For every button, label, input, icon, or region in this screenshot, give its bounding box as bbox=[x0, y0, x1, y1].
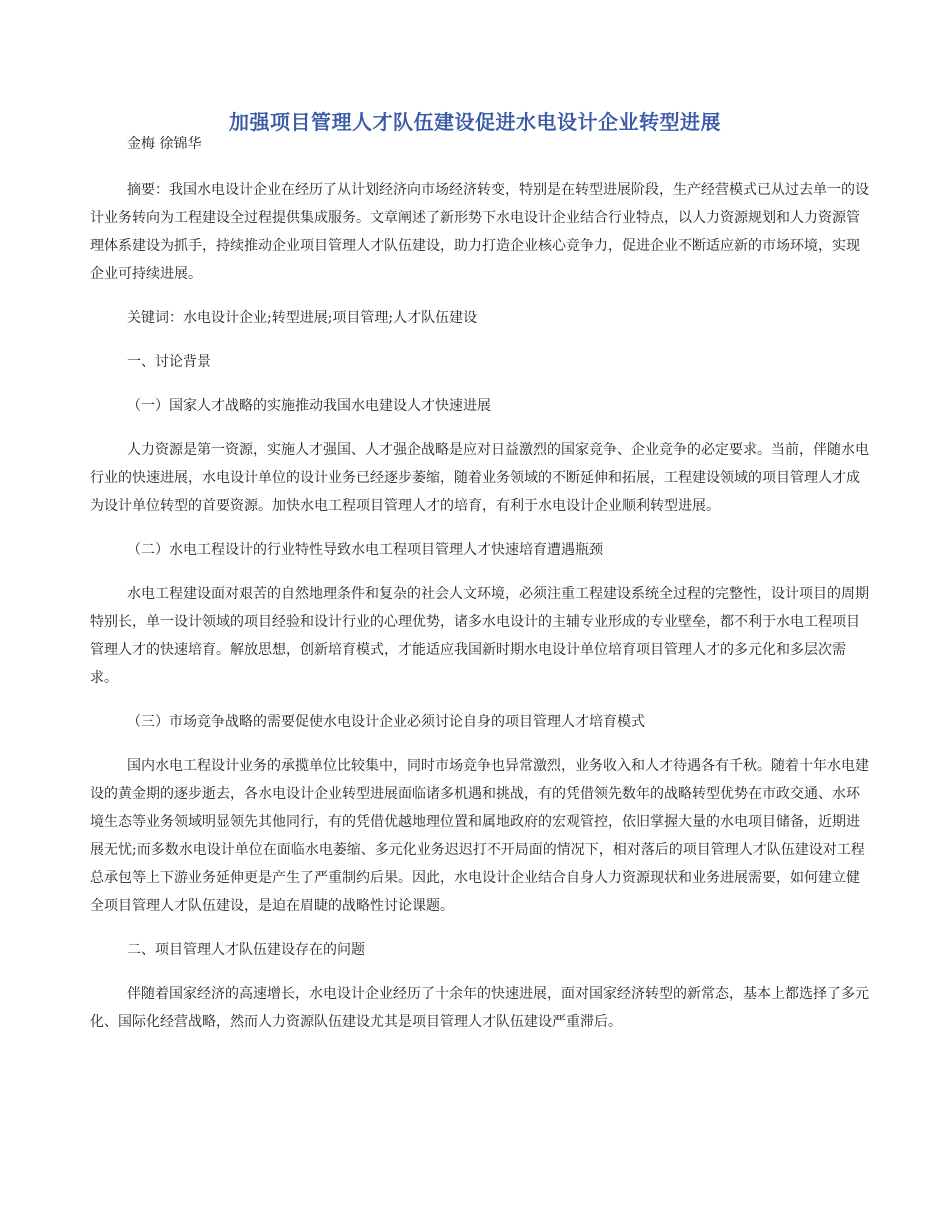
document-authors: 金梅 徐锦华 bbox=[127, 136, 202, 152]
section-heading-1: 一、讨论背景 bbox=[127, 354, 211, 370]
document-body bbox=[90, 176, 870, 1036]
subsection-paragraph-2: 水电工程建设面对艰苦的自然地理条件和复杂的社会人文环境，必须注重工程建设系统全过程的完整性，设计项目的周期特别长，单一设计领域的项目经验和设计行业的心理优势，诸多水电设计的主辅专业形成的专业壁垒，都不利于水电工程项目管理人才的快速培育。解放思想，创新培育模式，才能适应我国新时期水电设计单位培育项目管理人才的多元化和多层次需求。 bbox=[90, 586, 869, 686]
document-title: 加强项目管理人才队伍建设促进水电设计企业转型进展 bbox=[229, 110, 721, 134]
section-heading-2: 二、项目管理人才队伍建设存在的问题 bbox=[127, 942, 365, 958]
keywords-paragraph: 关键词：水电设计企业;转型进展;项目管理;人才队伍建设 bbox=[127, 310, 478, 326]
subsection-paragraph-3: 国内水电工程设计业务的承揽单位比较集中，同时市场竞争也异常激烈，业务收入和人才待遇各有千秋。随着十年水电建设的黄金期的逐步逝去，各水电设计企业转型进展面临诸多机遇和挑战，有的凭借领先数年的战略转型优势在市政交通、水环境生态等业务领域明显领先其他同行，有的凭借优越地理位置和属地政府的宏观管控，依旧掌握大量的水电项目储备，近期进展无忧;而多数水电设计单位在面临水电萎缩、多元化业务迟迟打不开局面的情况下，相对落后的项目管理人才队伍建设对工程总承包等上下游业务延伸更是产生了严重制约后果。因此，水电设计企业结合自身人力资源现状和业务进展需要，如何建立健全项目管理人才队伍建设，是迫在眉睫的战略性讨论课题。 bbox=[90, 758, 869, 914]
section-paragraph-2: 伴随着国家经济的高速增长，水电设计企业经历了十余年的快速进展，面对国家经济转型的新常态，基本上都选择了多元化、国际化经营战略，然而人力资源队伍建设尤其是项目管理人才队伍建设严重滞后。 bbox=[90, 986, 869, 1030]
subsection-heading-2: （二）水电工程设计的行业特性导致水电工程项目管理人才快速培育遭遇瓶颈 bbox=[127, 542, 603, 558]
subsection-heading-1: （一）国家人才战略的实施推动我国水电建设人才快速进展 bbox=[127, 398, 491, 414]
subsection-heading-3: （三）市场竞争战略的需要促使水电设计企业必须讨论自身的项目管理人才培育模式 bbox=[127, 714, 645, 730]
subsection-paragraph-1: 人力资源是第一资源，实施人才强国、人才强企战略是应对日益激烈的国家竞争、企业竞争的必定要求。当前，伴随水电行业的快速进展，水电设计单位的设计业务已经逐步萎缩，随着业务领域的不断延伸和拓展，工程建设领域的项目管理人才成为设计单位转型的首要资源。加快水电工程项目管理人才的培育，有利于水电设计企业顺利转型进展。 bbox=[90, 442, 869, 514]
abstract-paragraph: 摘要：我国水电设计企业在经历了从计划经济向市场经济转变，特别是在转型进展阶段，生产经营模式已从过去单一的设计业务转向为工程建设全过程提供集成服务。文章阐述了新形势下水电设计企业结合行业特点，以人力资源规划和人力资源管理体系建设为抓手，持续推动企业项目管理人才队伍建设，助力打造企业核心竞争力，促进企业不断适应新的市场环境，实现企业可持续进展。 bbox=[90, 182, 869, 282]
